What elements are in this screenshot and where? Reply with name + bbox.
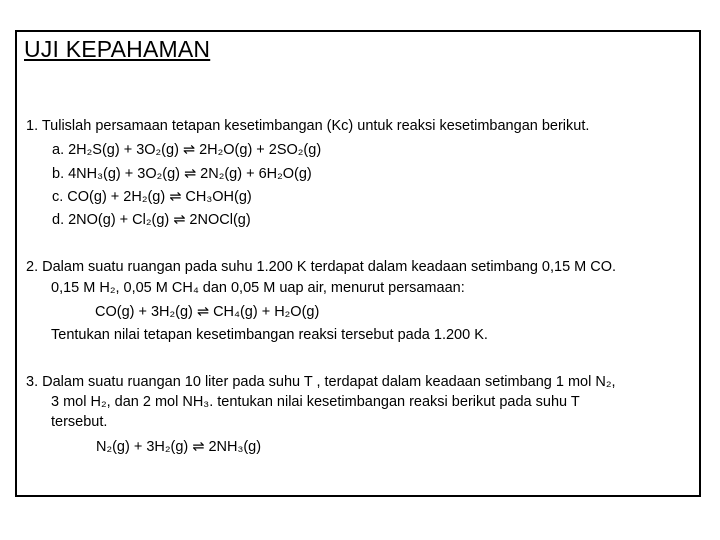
q1-option-b: b. 4NH₃(g) + 3O₂(g) ⇌ 2N₂(g) + 6H₂O(g) (52, 166, 312, 182)
q1-option-d: d. 2NO(g) + Cl₂(g) ⇌ 2NOCl(g) (52, 212, 251, 228)
q3-line1: 3. Dalam suatu ruangan 10 liter pada suhu T , terdapat dalam keadaan setimbang 1 mol N₂, (26, 374, 616, 390)
q2-line3: Tentukan nilai tetapan kesetimbangan reaksi tersebut pada 1.200 K. (51, 327, 488, 343)
q3-line2: 3 mol H₂, dan 2 mol NH₃. tentukan nilai kesetimbangan reaksi berikut pada suhu T (51, 394, 580, 410)
q1-option-a: a. 2H₂S(g) + 3O₂(g) ⇌ 2H₂O(g) + 2SO₂(g) (52, 142, 322, 158)
q2-line1: 2. Dalam suatu ruangan pada suhu 1.200 K terdapat dalam keadaan setimbang 0,15 M CO. (26, 259, 617, 275)
q2-equation: CO(g) + 3H₂(g) ⇌ CH₄(g) + H₂O(g) (95, 304, 320, 320)
page-title: UJI KEPAHAMAN (24, 36, 211, 62)
q3-equation: N₂(g) + 3H₂(g) ⇌ 2NH₃(g) (96, 439, 262, 455)
q1-option-c: c. CO(g) + 2H₂(g) ⇌ CH₃OH(g) (52, 189, 252, 205)
q2-line2: 0,15 M H₂, 0,05 M CH₄ dan 0,05 M uap air, menurut persamaan: (51, 280, 465, 296)
q3-line3: tersebut. (51, 414, 108, 430)
q1-prompt: 1. Tulislah persamaan tetapan kesetimbangan (Kc) untuk reaksi kesetimbangan berikut. (26, 118, 590, 134)
